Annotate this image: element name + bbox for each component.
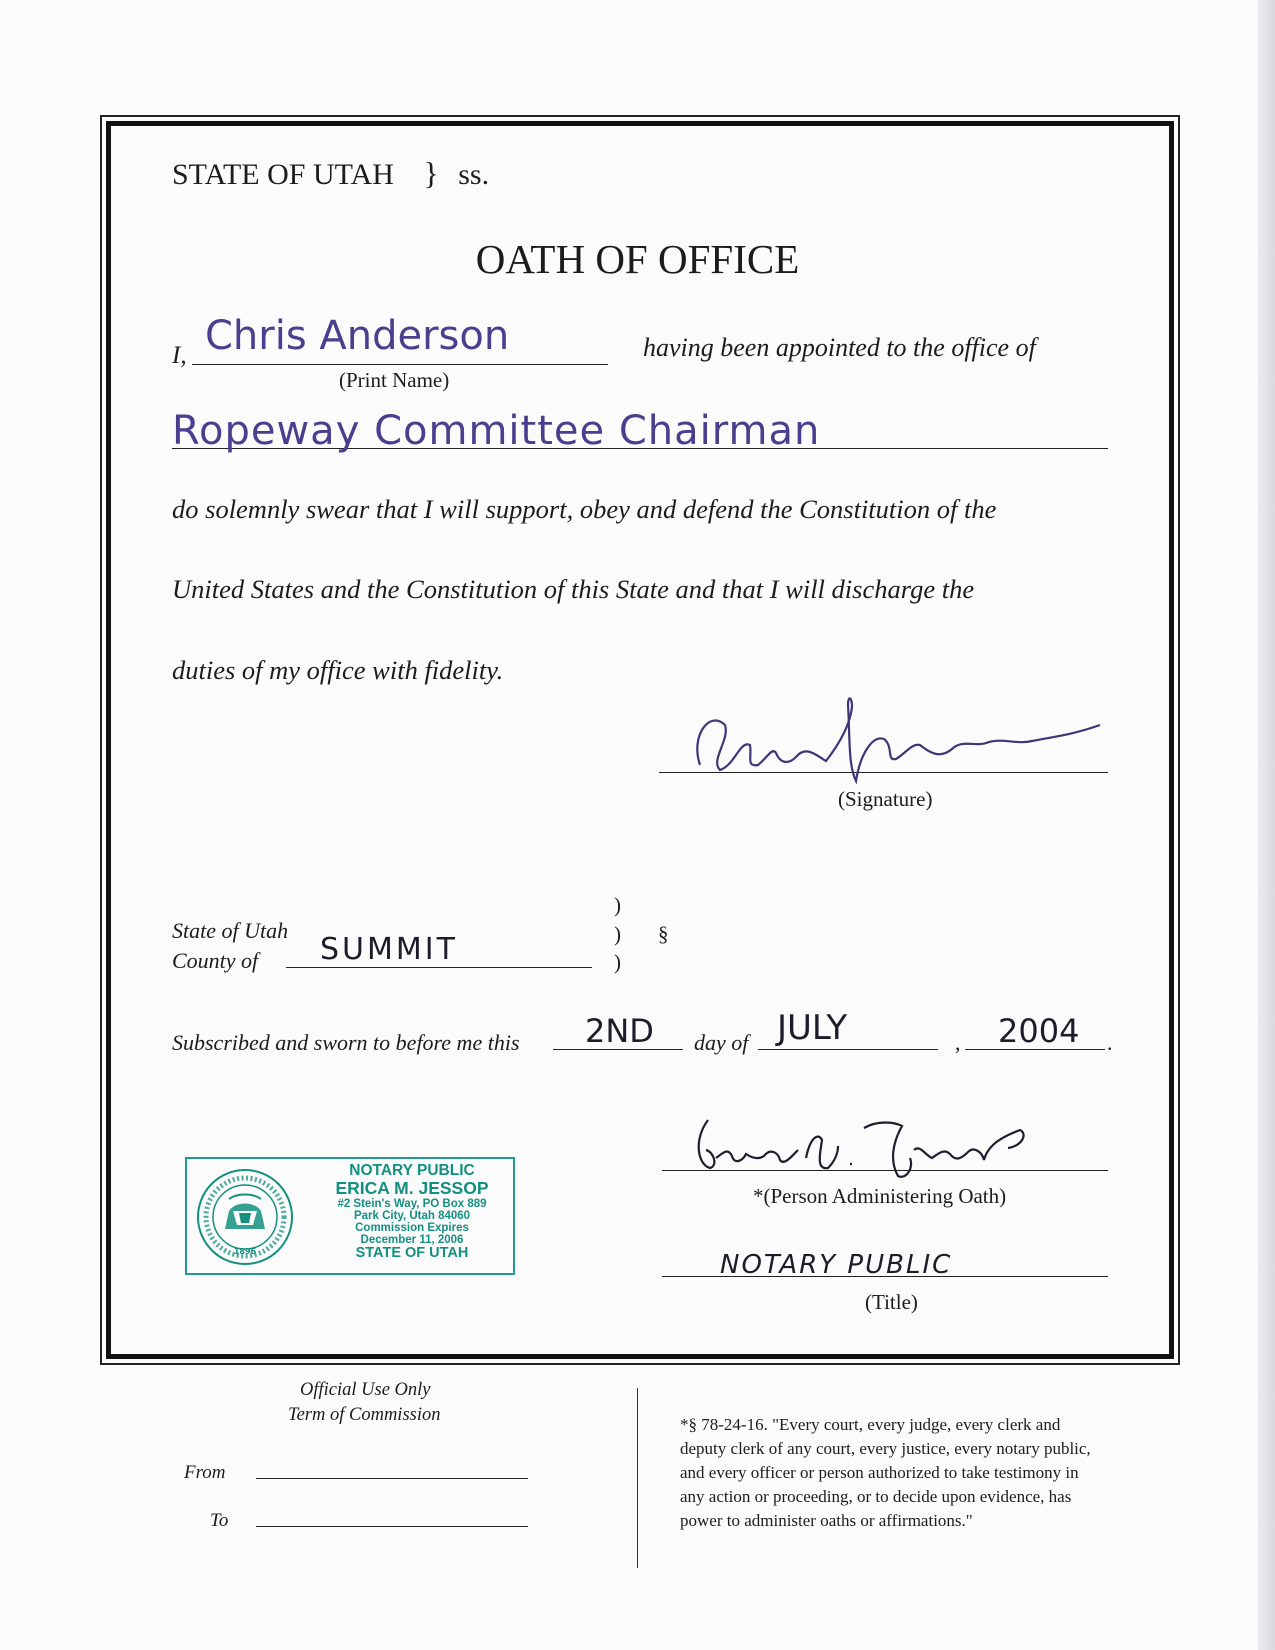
period-text: . [1107, 1030, 1113, 1055]
official-use-heading: Official Use Only [300, 1380, 431, 1400]
stamp-line-3: #2 Stein's Way, PO Box 889 [337, 1197, 487, 1210]
to-label: To [210, 1510, 229, 1531]
footer-divider [637, 1388, 638, 1568]
statute-line-1: *§ 78-24-16. "Every court, every judge, every clerk and [680, 1415, 1061, 1434]
statute-line-3: and every officer or person authorized to take testimony in [680, 1463, 1079, 1482]
state-brace: } [423, 155, 439, 191]
comma-text: , [955, 1030, 961, 1055]
seal-year: 1896 [233, 1247, 257, 1256]
statute-line-5: power to administer oaths or affirmations." [680, 1511, 973, 1530]
oath-paragraph-line-1: do solemnly swear that I will support, obey and defend the Constitution of the [172, 494, 997, 524]
oath-signature [680, 695, 1140, 795]
administrator-signature [688, 1110, 1048, 1190]
year-handwriting: 2004 [998, 1012, 1080, 1050]
county-line [286, 967, 592, 968]
day-handwriting: 2ND [585, 1012, 654, 1050]
notary-stamp [185, 1157, 515, 1275]
i-prefix: I, [172, 342, 187, 369]
from-label: From [184, 1462, 226, 1483]
page-title: OATH OF OFFICE [475, 236, 800, 282]
name-line [192, 364, 608, 365]
term-of-commission-heading: Term of Commission [288, 1405, 441, 1425]
statute-line-4: any action or proceeding, or to decide upon evidence, has [680, 1487, 1072, 1506]
stamp-line-6: December 11, 2006 [360, 1233, 464, 1246]
day-of-text: day of [694, 1030, 749, 1055]
title-handwriting: NOTARY PUBLIC [720, 1250, 953, 1280]
stamp-text-block [317, 1163, 507, 1261]
print-name-caption: (Print Name) [339, 368, 450, 392]
ss-text: ss. [458, 158, 490, 191]
month-line [758, 1049, 938, 1050]
section-symbol: § [658, 922, 669, 946]
venue-county-label: County of [172, 948, 259, 973]
venue-paren-2: ) [614, 922, 621, 946]
state-heading [172, 155, 489, 192]
sworn-prefix: Subscribed and sworn to before me this [172, 1030, 520, 1055]
title-caption: (Title) [865, 1290, 918, 1314]
stamp-line-4: Park City, Utah 84060 [353, 1209, 471, 1222]
office-handwriting: Ropeway Committee Chairman [172, 408, 821, 454]
month-handwriting: JULY [777, 1008, 848, 1048]
state-heading-text: STATE OF UTAH [172, 158, 394, 191]
statute-line-2: deputy clerk of any court, every justice, every notary public, [680, 1439, 1091, 1458]
administrator-caption: *(Person Administering Oath) [753, 1184, 1007, 1208]
appointed-text: having been appointed to the office of [643, 333, 1036, 362]
stamp-line-7: STATE OF UTAH [355, 1244, 469, 1261]
from-line [256, 1478, 528, 1479]
stamp-line-2: ERICA M. JESSOP [335, 1178, 489, 1199]
state-seal-icon [195, 1167, 295, 1267]
county-handwriting: SUMMIT [320, 932, 458, 967]
stamp-line-5: Commission Expires [355, 1221, 469, 1234]
statute-block [680, 1413, 1091, 1533]
oath-paragraph-line-3: duties of my office with fidelity. [172, 655, 504, 685]
to-line [256, 1526, 528, 1527]
venue-state: State of Utah [172, 918, 289, 943]
signature-caption: (Signature) [838, 787, 933, 811]
stamp-line-1: NOTARY PUBLIC [349, 1162, 475, 1179]
printed-name-handwriting: Chris Anderson [205, 313, 510, 359]
venue-paren-3: ) [614, 950, 621, 974]
oath-paragraph-line-2: United States and the Constitution of this State and that I will discharge the [172, 574, 975, 604]
venue-paren-1: ) [614, 893, 621, 917]
